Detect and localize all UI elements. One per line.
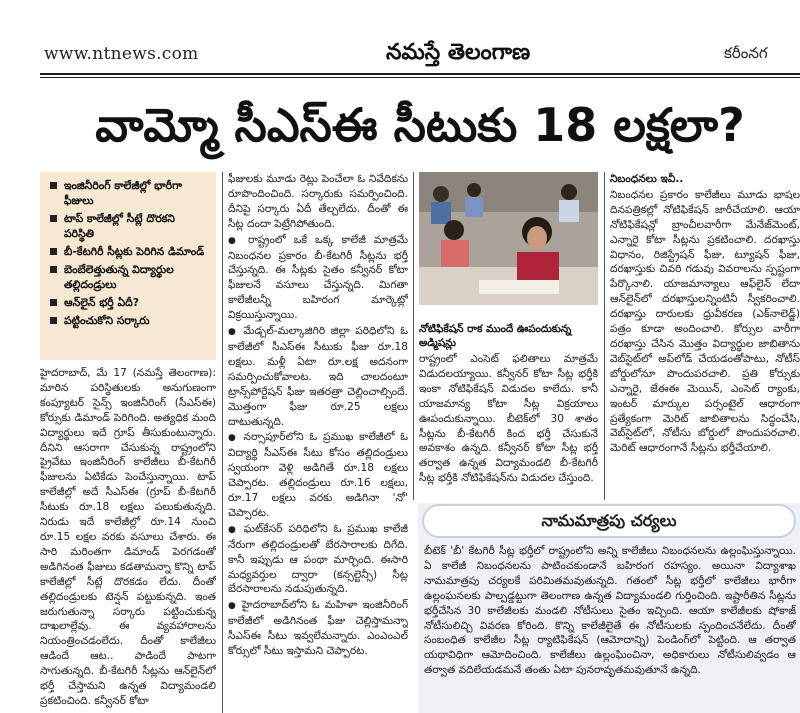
highlights-box [40,172,216,360]
paragraph: ● నర్సాపూర్‌లోని ఓ ప్రముఖ కాలేజీలో ఓ విద్యార్థి సీఎస్ఈ సీటు కోసం తల్లిదండ్రులు స్వయంగా వెళ్లి అడిగితే రూ.18 లక్షలు చెప్పారట. తల్లిదండ్రులు రూ.16 లక్షలు, రూ.17 లక్షలు వరకు అడిగినా 'నో' చెప్పారట. [228,430,408,520]
students-exam-photo [419,172,598,305]
article-column-4 [610,172,800,500]
highlight-item: ఇంజినీరింగ్ కాలేజీల్లో భారీగా ఫీజులు [48,178,208,208]
subsection-body [424,544,796,713]
article-column-3 [419,352,598,500]
paragraph: ● రాష్ట్రంలో ఒకే ఒక్క కాలేజీ మాత్రమే నిబంధనల ప్రకారం బీ-కేటగిరీ సీట్లను భర్తీ చేస్తున్నది. ఈ సీట్లకు సైతం కన్వీనర్ కోటా ఫీజులనే వసూలు చేస్తున్నది. మిగతా కాలేజీలన్నీ బహిరంగ మార్కెట్లో విక్రయిస్తున్నాయి. [228,233,408,323]
column-divider [604,172,605,500]
highlight-item: పట్టించుకోని సర్కారు [48,313,208,328]
paragraph: ● ఘట్‌కేసర్ పరిధిలోని ఓ ప్రముఖ కాలేజీ నేరుగా తల్లిదండ్రులతో బేరసారాలకు దిగేది. కానీ ఇప్పుడు ఆ పంథా మార్చింది. ఈసారి మధ్యవర్తుల ద్వారా (కన్సల్టెన్సీ) సీట్ల బేరసారాలను నడుపుతున్నది. [228,522,408,598]
masthead [0,0,800,82]
site-url: www.ntnews.com [44,44,199,64]
rules-subheading: నిబంధనలు ఇవీ.. [610,173,684,185]
article-column-1 [40,366,216,713]
paragraph: నిబంధనల ప్రకారం కాలేజీలు మూడు భాషల దినపత్రికల్లో నోటిఫికేషన్ జారీచేయాలి. ఆయా నోటిఫికేషన్లో బ్రాంచీలవారీగా మేనేజ్‌మెంట్, ఎన్నారై కోటా సీట్లను ప్రకటించాలి. దరఖాస్తు విధానం, రిజిస్ట్రేషన్ ఫీజు, ట్యూషన్ ఫీజు, దరఖాస్తుకు చివరి గడువు వివరాలను స్పష్టంగా పేర్కొనాలి. యాజమాన్యాలు ఆఫ్‌లైన్ లేదా ఆన్‌లైన్‌లో దరఖాస్తులన్నింటినీ స్వీకరించాలి. దరఖాస్తు దారులకు ధ్రువీకరణ (ఎక్‌నాలెడ్జ్) పత్రం కూడా అందించాలి. కోర్సుల వారీగా దరఖాస్తు చేసిన మొత్తం విద్యార్థుల జాబితాను వెబ్‌సైట్‌లో అప్‌లోడ్ చేయడంతోపాటు, నోటీస్ బోర్డులోనూ పొందుపరచాలి. ప్రతి కోర్సుకు ఎన్నారై, జేఈఈ మెయిన్, ఎంసెట్ ర్యాంకు, ఇంటర్ మార్కుల పర్సంటైల్ ఆధారంగా ప్రత్యేకంగా మెరిట్ జాబితాలను సిద్ధంచేసి, వెబ్‌సైట్‌లో, నోటీసు బోర్డులో పొందుపరచాలి. మెరిట్ ఆధారంగానే సీట్లను భర్తీచేయాలి. [610,188,800,455]
newspaper-name: నమస్తే తెలంగాణ [386,40,531,65]
column-divider [413,172,414,500]
headline: వామ్మో సీఎస్ఈ సీటుకు 18 లక్షలా? [95,98,745,152]
article-column-2 [228,172,408,713]
masthead-rule-thin [40,77,800,78]
photo-caption: నోటిఫికేషన్ రాక ముందే ఊపందుకున్న అడ్మిషన్లు [419,323,572,349]
paragraph: ఫీజులకు మూడు రెట్లు పెంచేలా ఓ నివేదికను రూపొందించింది. సర్కారుకు సమర్పించింది. దీనిపై సర్కారు ఏదీ తేల్చలేదు. దీంతో ఈ సీట్ల దందా పెట్రేగిపోతుంది. [228,173,408,230]
masthead-rule [40,73,800,75]
subsection-heading: నామమాత్రపు చర్యలు [424,506,794,536]
paragraph: హైదరాబాద్, మే 17 (నమస్తే తెలంగాణ): మారిన పరిస్థితులకు అనుగుణంగా కంప్యూటర్ సైన్స్ ఇంజినీరింగ్ (సీఎస్ఈ) కోర్సుకు డిమాండ్ పెరిగింది. అత్యధిక మంది విద్యార్థులు ఇదే గ్రూప్ తీసుకుంటున్నారు. దీనిని ఆసరాగా చేసుకున్న రాష్ట్రంలోని ప్రైవేటు ఇంజినీరింగ్ కాలేజీలు బీ-కేటగిరీ ఫీజులను ఏటికేడు పెంచేస్తున్నాయి. టాప్ కాలేజీల్లో అదే సీఎస్ఈ (గ్రూప్ బీ-కేటగిరీ సీటుకు రూ.18 లక్షలు పలుకుతున్నది. నిరుడు ఇదే కాలేజీల్లో రూ.14 నుంచి రూ.15 లక్షల వరకు వసూలు చేశారు. ఈ సారి మరింతగా డిమాండ్ పెరగడంతో అడిగినంత ఫీజులు కడతామన్నా కొన్ని టాప్ కాలేజీల్లో సీట్లే దొరకడం లేదు. దీంతో తల్లిదండ్రులకు టెన్షన్ పట్టుకున్నది. ఇంత జరుగుతున్నా సర్కారు పట్టించుకున్న దాఖలాల్లేవు. ఈ వ్యవహారాలను నియంత్రించడంలేదు. దీంతో కాలేజీలు ఆడిందే ఆట.. పాడిందే పాటగా సాగుతున్నది. బీ-కేటగిరీ సీట్లను ఆన్‌లైన్‌లో భర్తీ చేస్తామని ఉన్నత విద్యామండలి ప్రకటించింది. కన్వీనర్ కోటా [40,367,216,707]
highlight-item: టాప్ కాలేజీల్లో సీట్లే దొరకని పరిస్థితి [48,211,208,241]
paragraph: ● హైదరాబాద్‌లోని ఓ మహిళా ఇంజినీరింగ్ కాలేజీలో అడిగినంత ఫీజు చెల్లిస్తామన్నా సీఎస్ఈ సీటు ఇవ్వలేమన్నారు. ఎంఎంఎల్ కోర్సులో సీటు ఇస్తామని చెప్పారట. [228,598,408,659]
highlight-item: ఆన్‌లైన్ భర్తీ ఏదీ? [48,295,208,310]
column-divider [222,172,223,713]
paragraph: బీటెక్ 'బీ' కేటగిరీ సీట్ల భర్తీలో రాష్ట్రంలోని అన్ని కాలేజీలు నిబంధనలను ఉల్లంఘిస్తున్నాయి. ఏ కాలేజీ నిబంధనలను పాటించకుండానే బహిరంగ రహస్యం. అయినా విద్యాశాఖ నామమాత్రపు చర్యలకే పరిమితమవుతున్నది. గతంలో సీట్ల భర్తీలో కాలేజీలు భారీగా ఉల్లంఘనలకు పాల్పడ్డట్టుగా తెలంగాణ ఉన్నత విద్యామండలి గుర్తించింది. ఇష్టారీతిన సీట్లను భర్తీచేసిన 30 కాలేజీలకు మండలి నోటీసులు సైతం ఇచ్చింది. ఆయా కాలేజీలకు షోకాజ్ నోటీసులిచ్చి వివరణ కోరింది. కొన్ని కాలేజీలైతే ఈ నోటీసులకు స్పందించనేలేదు. దీంతో సంబంధిత కాలేజీల సీట్ల ర్యాటిఫికేషన్ (ఆమోదాన్ని) పెండింగ్‌లో పెట్టింది. ఆ తర్వాత యథావిధిగా ఆమోదించింది. కాలేజీలు ఉల్లంఘించినా, అధికారులు నోటీసులివ్వడం ఆ తర్వాత వదిలేయడమనే తంతు ఏటా పునరావృతమవుతూనే ఉన్నది. [424,545,796,677]
highlight-item: బీ-కేటగిరీ సీట్లకు పెరిగిన డిమాండ్ [48,244,208,259]
highlight-item: బెంబేలెత్తుతున్న విద్యార్థుల తల్లిదండ్రులు [48,262,208,292]
photo-illustration [419,172,598,305]
edition-name: కరీంనగ [724,44,768,62]
paragraph: ● మేడ్చల్-మల్కాజిగిరి జిల్లా పరిధిలోని ఓ కాలేజీలో సీఎస్ఈ సీటుకు ఫీజు రూ.18 లక్షలు. మళ్లీ ఏటా రూ.లక్ష అదనంగా సమర్పించుకోవాలట. ఇది చాలదంటూ ట్రాన్స్‌పోర్టేషన్ ఫీజు ఇతరత్రా చెల్లించాల్సిందే. మొత్తంగా ఫీజు రూ.25 లక్షలు దాటుతున్నది. [228,324,408,429]
paragraph: రాష్ట్రంలో ఎంసెట్ ఫలితాలు మాత్రమే విడుదలయ్యాయి. కన్వీనర్ కోటా సీట్ల భర్తీకి ఇంకా నోటిఫికేషన్ విడుదల కాలేదు. కానీ యాజమాన్య కోటా సీట్ల విక్రయాలు ఊపందుకున్నాయి. బీటెక్‌లో 30 శాతం సీట్లను బీ-కేటగిరీ కింద భర్తీ చేసుకునే అవకాశం ఉన్నది. కన్వీనర్ కోటా సీట్ల భర్తీ తర్వాత ఉన్నత విద్యామండలి బీ-కేటగిరీ సీట్ల భర్తీకి నోటిఫికేషన్‌ను విడుదల చేస్తుంది. [419,353,598,485]
